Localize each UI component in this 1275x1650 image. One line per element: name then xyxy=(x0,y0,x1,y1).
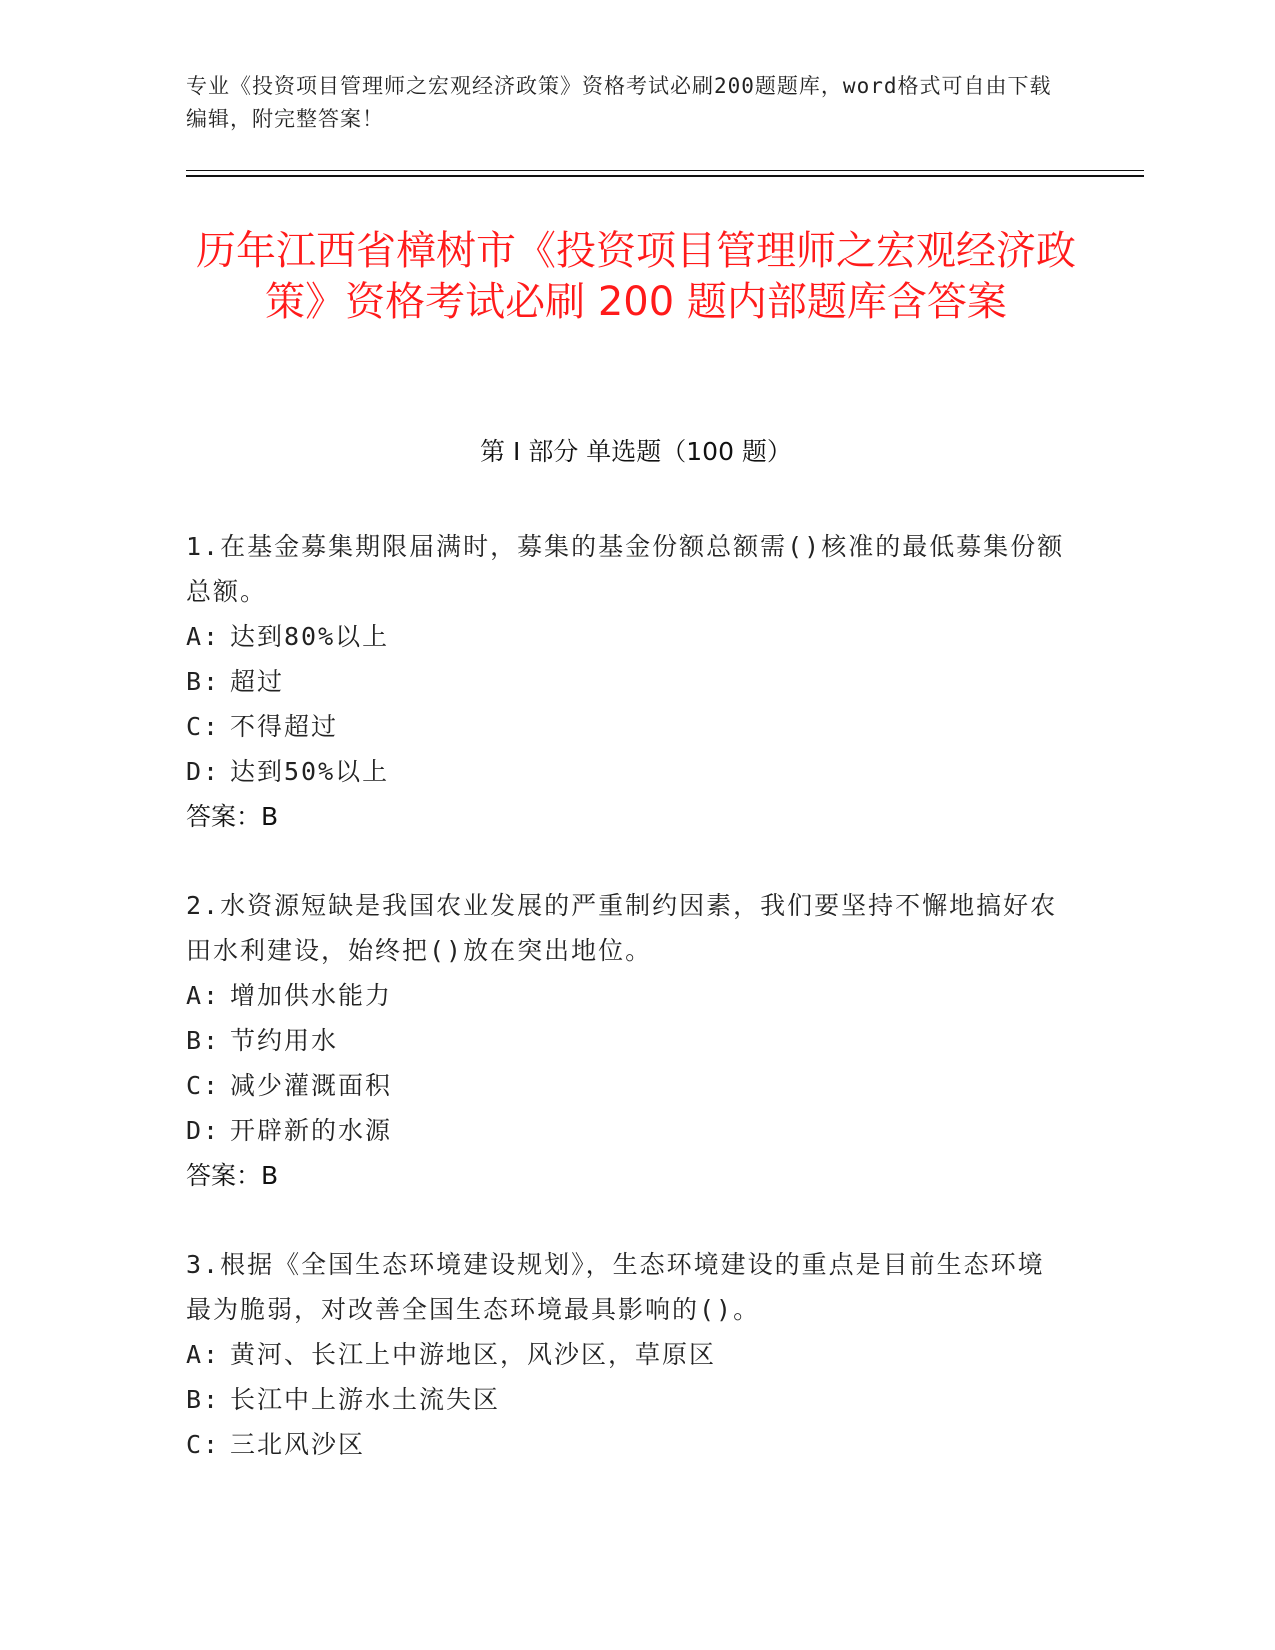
option-key: B: xyxy=(186,1026,221,1055)
option-text: 增加供水能力 xyxy=(230,981,393,1010)
question-item xyxy=(186,1242,1066,1467)
question-list xyxy=(186,524,1066,1511)
option-text: 节约用水 xyxy=(230,1026,339,1055)
question-item xyxy=(186,524,1066,839)
option-key: A: xyxy=(186,1340,221,1369)
option-key: C: xyxy=(186,1071,221,1100)
option-key: A: xyxy=(186,622,221,651)
section-heading: 第 I 部分 单选题（100 题） xyxy=(480,437,792,466)
option-a xyxy=(186,973,1066,1018)
header-divider-thin xyxy=(186,170,1144,171)
option-text: 不得超过 xyxy=(230,712,339,741)
option-a xyxy=(186,614,1066,659)
option-b xyxy=(186,1018,1066,1063)
option-key: C: xyxy=(186,1430,221,1459)
option-text: 达到80%以上 xyxy=(230,622,390,651)
option-key: D: xyxy=(186,1116,221,1145)
option-key: C: xyxy=(186,712,221,741)
answer-line: 答案：B xyxy=(186,802,279,831)
option-key: B: xyxy=(186,1385,221,1414)
option-text: 减少灌溉面积 xyxy=(230,1071,393,1100)
question-stem: 2.水资源短缺是我国农业发展的严重制约因素，我们要坚持不懈地搞好农田水利建设，始终把()放在突出地位。 xyxy=(186,891,1058,965)
option-key: D: xyxy=(186,757,221,786)
header-divider-thick xyxy=(186,175,1144,177)
option-a xyxy=(186,1332,1066,1377)
answer-line: 答案：B xyxy=(186,1161,279,1190)
option-c xyxy=(186,1063,1066,1108)
document-title: 历年江西省樟树市《投资项目管理师之宏观经济政策》资格考试必刷 200 题内部题库含答案 xyxy=(196,228,1076,325)
question-stem: 3.根据《全国生态环境建设规划》，生态环境建设的重点是目前生态环境最为脆弱，对改善全国生态环境最具影响的()。 xyxy=(186,1250,1045,1324)
option-text: 黄河、长江上中游地区，风沙区，草原区 xyxy=(230,1340,717,1369)
header-note: 专业《投资项目管理师之宏观经济政策》资格考试必刷200题题库，word格式可自由下载编辑，附完整答案！ xyxy=(186,74,1052,131)
option-d xyxy=(186,1108,1066,1153)
option-text: 三北风沙区 xyxy=(230,1430,366,1459)
option-text: 开辟新的水源 xyxy=(230,1116,393,1145)
option-c xyxy=(186,1422,1066,1467)
option-b xyxy=(186,659,1066,704)
option-key: B: xyxy=(186,667,221,696)
option-b xyxy=(186,1377,1066,1422)
option-text: 超过 xyxy=(230,667,285,696)
option-text: 达到50%以上 xyxy=(230,757,390,786)
option-d xyxy=(186,749,1066,794)
question-stem: 1.在基金募集期限届满时，募集的基金份额总额需()核准的最低募集份额总额。 xyxy=(186,532,1065,606)
option-c xyxy=(186,704,1066,749)
option-text: 长江中上游水土流失区 xyxy=(230,1385,501,1414)
option-key: A: xyxy=(186,981,221,1010)
question-item xyxy=(186,883,1066,1198)
